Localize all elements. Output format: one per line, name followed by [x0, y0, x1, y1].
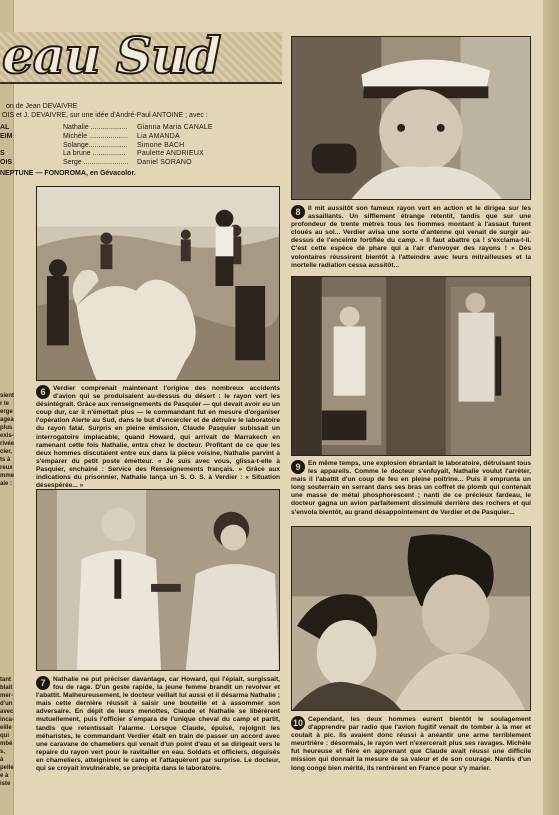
photo-officer-close-up — [291, 36, 531, 200]
photo-camel-caravan-image — [37, 187, 279, 380]
cast-row: AL Nathalie ................... Gianna Maria CANALE — [0, 124, 213, 131]
photo-couple-image — [292, 527, 530, 710]
caption-number-badge: 10 — [292, 718, 303, 728]
caption-7-text: Nathalie ne put préciser davantage, car Howard, qui l'épiait, surgissait, fou de rage. D'un geste rapide, la jeune femme brandit un revolver et l'abattit. Malheureusement, le docteur veillait lui aussi et il désarma Nathalie ; mais cette dernière réussit à saisir une bouteille et à assommer son adversaire. En dépit de leurs menottes, Claude et Nathalie se libérèrent mutuellement, puis l'officier s'empara de l'unique cheval du camp et partit, tandis que retentissait l'alarme. Lorsque Claude, épuisé, rejoignit les méharistes, le commandant Verdier était en train de passer un accord avec une caravane de chameliers qui venait d'un point d'eau et se dirigeait vers le repaire du rayon vert pour le ravitailler en eau. Soldats et officiers, déguisés en chameliers, atteignirent le camp et l'attaquèrent par surprise. Le docteur, qui se croyait invulnérable, se précipita dans le laboratoire. — [36, 676, 280, 773]
credit-direction: on de Jean DEVAIVRE — [6, 103, 78, 110]
cast-list — [0, 123, 282, 167]
cast-row: EIM Michèle .................... Lia AMANDA — [0, 132, 180, 140]
film-credits — [0, 102, 282, 180]
cast-row: S La brune ................. Paulette ANDRIEUX — [0, 150, 204, 158]
caption-number-badge: 7 — [36, 676, 50, 690]
adjacent-page-text: tant blait mer- d'un avec inca- eille qui mbé s, à pelle e à iste — [0, 677, 14, 787]
caption-9-text: En même temps, une explosion ébranlait le laboratoire, détruisant tous les appareils. Comme le docteur s'enfuyait, Nathalie voulut l'arrêter, mais il l'abattit d'un coup de feu en pleine poitrine... Puis il emprunta un long souterrain en serrant dans ses bras un coffret de plomb qui contenait une masse de métal phosphorescent ; nanti de ce précieux fardeau, le docteur gagna un avion parfaitement dissimulé derrière des rochers et qui s'envola bientôt, au grand désappointement de Verdier et de Pasquier... — [291, 460, 531, 516]
photo-revolver-confrontation — [36, 489, 280, 671]
caption-10 — [291, 716, 531, 790]
photo-revolver-confrontation-image — [37, 490, 279, 670]
caption-6-text: Verdier comprenait maintenant l'origine des nombreux accidents d'avion qui se produisaient au-dessus du désert : le rayon vert les désintégrait. Grâce aux renseignements de Pasquier — qui devait avoir eu un coup dur, car il n'émettait plus — le commandant fut en mesure d'organiser l'opération Alerte au Sud, dans le but d'encercler et de détruire le laboratoire du rayon fatal. Surpris en pleine émission, Claude Pasquier subissait un interrogatoire implacable, quand Howard, qui arrivait de Marrakech en ramenant cette fois Nathalie, entra chez le docteur. Profitant de ce que les deux hommes discutaient entre eux dans la pièce voisine, Nathalie parvint à s'emparer du petit poste émetteur. « Je suis avec vous, glissa-t-elle à Pasquier, enchaîné : Service des Renseignements français. » Grâce aux indications du prisonnier, Nathalie lança un S. O. S. à Verdier : « Situation désespérée... » — [36, 385, 280, 490]
caption-number-badge: 8 — [291, 205, 305, 219]
photo-couple — [291, 526, 531, 711]
caption-8 — [291, 205, 531, 273]
caption-number-badge: 6 — [36, 385, 50, 399]
photo-laboratory-image — [292, 277, 530, 455]
cast-row: Solange.................... Simone BACH — [63, 141, 185, 149]
caption-7 — [36, 676, 280, 804]
page-spine — [543, 0, 559, 815]
caption-number-badge: 9 — [291, 460, 305, 474]
photo-camel-caravan — [36, 186, 280, 381]
caption-8-text: Il mit aussitôt son fameux rayon vert en action et le dirigea sur les assaillants. Un sifflement étrange retentit, tandis que sur une profondeur de trente mètres tous les hommes montant à l'assaut furent cloués au sol... Verdier avisa une sorte d'antenne qui venait de surgir au-dessus de l'enceinte fortifiée du camp. « Il faut abattre ça ! s'exclama-t-il. C'est cette espèce de phare qui a l'air d'envoyer des rayons ! » Des volontaires réussirent bientôt à l'atteindre avec leurs mitrailleuses et la mortelle radiation cessa aussitôt... — [291, 205, 531, 269]
cast-row: OIS Serge ....................... Daniel SORANO — [0, 159, 192, 167]
caption-10-text: Cependant, les deux hommes eurent bientôt le soulagement d'apprendre par radio que l'avion fugitif venait de tomber à la mer et coulait à pic. Ils avaient donc réussi à anéantir une arme terriblement meurtrière : désormais, le rayon vert n'exercerait plus ses ravages. Michèle fut heureuse et fière en apprenant que Claude avait réussi une difficile mission qui donnait la mesure de sa valeur et de son courage. Nantis d'un long congé bien mérité, ils rentrèrent en France pour s'y marier. — [291, 716, 531, 772]
photo-laboratory — [291, 276, 531, 456]
photo-officer-close-up-image — [292, 37, 530, 199]
masthead-title: eau Sud — [2, 32, 221, 84]
caption-6 — [36, 385, 280, 490]
masthead-banner — [0, 32, 282, 84]
adjacent-page-text: sient r le erge agea plus exis- rivée cier, ts à reux mme aie : — [0, 393, 14, 487]
caption-9 — [291, 460, 531, 524]
credit-production: NEPTUNE — FONOROMA, en Gévacolor. — [0, 170, 136, 177]
credit-screenplay: OIS et J. DEVAIVRE, sur une idée d'André-Paul ANTOINE ; avec : — [2, 112, 208, 120]
